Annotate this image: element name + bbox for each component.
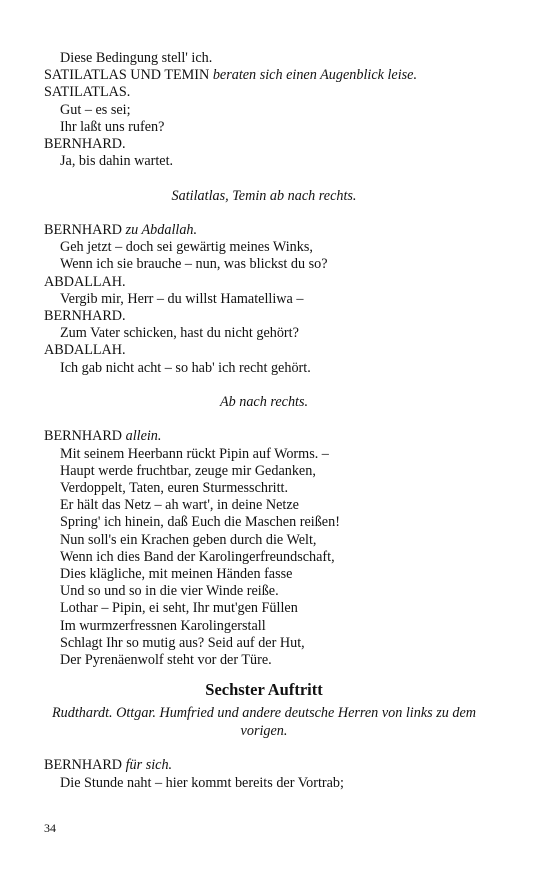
verse-line: Im wurmzerfressnen Karolingerstall bbox=[60, 617, 266, 634]
stage-direction: allein. bbox=[125, 428, 162, 445]
speaker-name: ABDALLAH. bbox=[44, 273, 126, 290]
speaker-line bbox=[44, 84, 484, 101]
verse-line: Ihr laßt uns rufen? bbox=[60, 118, 165, 135]
speaker-name: BERNHARD bbox=[44, 222, 123, 238]
dialogue-block bbox=[44, 428, 484, 669]
speaker-name: ABDALLAH. bbox=[44, 342, 126, 359]
verse-line: Mit seinem Heerbann rückt Pipin auf Worms. – bbox=[60, 445, 329, 462]
stage-direction: zu Abdallah. bbox=[125, 222, 198, 238]
verse-line: Verdoppelt, Taten, euren Sturmesschritt. bbox=[60, 480, 289, 497]
spacer bbox=[44, 377, 484, 394]
stage-direction: für sich. bbox=[125, 757, 173, 774]
verse-line: Er hält das Netz – ah wart', in deine Netze bbox=[60, 497, 299, 514]
verse-line: Ich gab nicht acht – so hab' ich recht gehört. bbox=[60, 359, 311, 376]
verse-line: Spring' ich hinein, daß Euch die Maschen reißen! bbox=[60, 514, 340, 531]
speaker-name: SATILATLAS. bbox=[44, 84, 131, 101]
verse-line: Dies klägliche, mit meinen Händen fasse bbox=[60, 566, 293, 583]
spacer bbox=[44, 170, 484, 187]
verse-line: Lothar – Pipin, ei seht, Ihr mut'gen Füllen bbox=[60, 600, 298, 617]
verse-line: Vergib mir, Herr – du willst Hamatelliwa – bbox=[60, 290, 304, 307]
speaker-line bbox=[44, 757, 484, 774]
dialogue-block bbox=[44, 50, 484, 170]
spacer bbox=[44, 740, 484, 757]
verse-line: Zum Vater schicken, hast du nicht gehört? bbox=[60, 325, 299, 342]
verse-line: Nun soll's ein Krachen geben durch die Welt, bbox=[60, 531, 317, 548]
stage-direction-exit: Ab nach rechts. bbox=[219, 394, 309, 411]
verse-line: Gut – es sei; bbox=[60, 101, 131, 118]
speaker-name: SATILATLAS UND TEMIN bbox=[44, 67, 210, 84]
stage-direction-exit: Satilatlas, Temin ab nach rechts. bbox=[171, 187, 357, 204]
speaker-name: BERNHARD. bbox=[44, 308, 126, 325]
page-number: 34 bbox=[44, 821, 56, 835]
speaker-line bbox=[44, 136, 484, 153]
verse-line: Der Pyrenäenwolf steht vor der Türe. bbox=[60, 652, 272, 669]
speaker-line bbox=[44, 342, 484, 359]
scene-description: Rudthardt. Ottgar. Humfried und andere deutsche Herren von links zu dem vorigen. bbox=[52, 705, 476, 739]
verse-line: Haupt werde fruchtbar, zeuge mir Gedanken, bbox=[60, 462, 316, 479]
speaker-name: BERNHARD bbox=[44, 428, 123, 445]
speaker-line bbox=[44, 67, 484, 84]
spacer bbox=[44, 205, 484, 222]
speaker-name: BERNHARD. bbox=[44, 136, 126, 153]
speaker-line bbox=[44, 274, 484, 291]
scene-title: Sechster Auftritt bbox=[205, 680, 323, 700]
verse-line: Wenn ich sie brauche – nun, was blickst du so? bbox=[60, 256, 328, 273]
page-text bbox=[44, 50, 484, 792]
speaker-line bbox=[44, 308, 484, 325]
dialogue-block bbox=[44, 222, 484, 377]
verse-line: Geh jetzt – doch sei gewärtig meines Winks, bbox=[60, 239, 313, 256]
stage-direction: beraten sich einen Augenblick leise. bbox=[212, 67, 418, 84]
speaker-line bbox=[44, 428, 484, 445]
dialogue-block bbox=[44, 757, 484, 791]
verse-line: Und so und so in die vier Winde reiße. bbox=[60, 583, 279, 600]
verse-line: Die Stunde naht – hier kommt bereits der Vortrab; bbox=[60, 774, 344, 791]
speaker-line bbox=[44, 222, 484, 239]
verse-line: Diese Bedingung stell' ich. bbox=[60, 50, 213, 66]
verse-line: Schlagt Ihr so mutig aus? Seid auf der Hut, bbox=[60, 634, 305, 651]
speaker-name: BERNHARD bbox=[44, 757, 123, 774]
verse-line: Ja, bis dahin wartet. bbox=[60, 153, 174, 170]
spacer bbox=[44, 411, 484, 428]
verse-line: Wenn ich dies Band der Karolingerfreundschaft, bbox=[60, 548, 335, 565]
